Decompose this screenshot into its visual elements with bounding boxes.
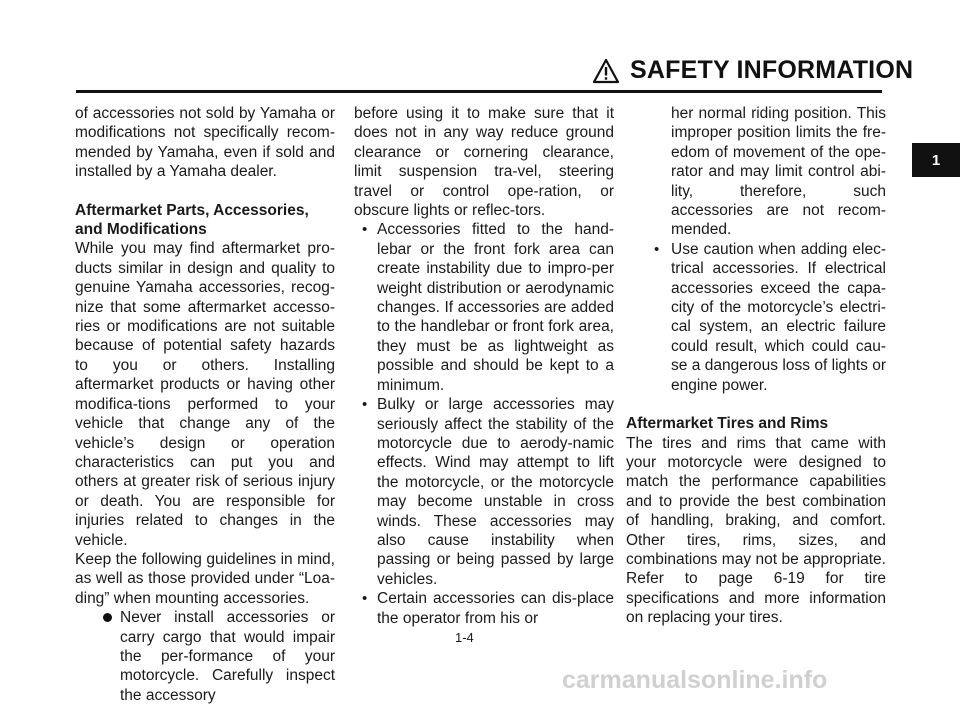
bullet-list [75, 608, 335, 705]
bullet-dot-icon: • [362, 396, 368, 414]
paragraph: before using it to make sure that it does not in any way reduce ground clearance or cornering clearance, limit suspension tra-vel, steering travel or control ope-ration, or obscure lights or reflec-tors. [354, 105, 614, 220]
bullet-list [626, 240, 886, 395]
bullet-dot-icon: • [362, 221, 368, 239]
page-title: SAFETY INFORMATION [630, 56, 914, 84]
section-heading: Aftermarket Tires and Rims [626, 415, 829, 433]
paragraph: her normal riding position. This improper position limits the fre-edom of movement of the ope-rator and may limit control abi-lity, therefore, such accessories are not recom-mended. [671, 105, 886, 239]
bullet-list [354, 220, 614, 628]
list-item: • Use caution when adding elec-trical accessories. If electrical accessories exceed the capa-city of the motorcycle’s electri-cal system, an electric failure could result, which could cau-se a dangerous loss of lights or engine power. [654, 240, 886, 394]
column-2 [354, 104, 614, 628]
paragraph: The tires and rims that came with your motorcycle were designed to match the performance capabilities and to provide the best combination of handling, braking, and comfort. Other tires, rims, sizes, and combinations may not be appropriate. Refer to page 6-19 for tire specifications and more information on replacing your tires. [626, 434, 886, 627]
section-heading: Aftermarket Parts, Accessories, and Modifications [75, 201, 309, 239]
page-number: 1-4 [455, 630, 474, 645]
list-item: • Certain accessories can dis-place the operator from his or [362, 590, 614, 627]
column-3 [626, 104, 886, 628]
page-header [592, 56, 913, 85]
paragraph: Keep the following guidelines in mind, as well as those provided under “Loa-ding” when mounting accessories. [75, 550, 335, 607]
list-item: • Accessories fitted to the hand-lebar or the front fork area can create instability due to impro-per weight distribution or aerodynamic changes. If accessories are added to the handlebar or front fork area, they must be as lightweight as possible and should be kept to a minimum. [362, 221, 614, 394]
list-item: Never install accessories or carry cargo that would impair the per-formance of your motorcycle. Carefully inspect the accessory [75, 608, 335, 705]
bullet-dot-icon: • [362, 590, 368, 608]
watermark: carmanualsonline.info [562, 666, 828, 694]
paragraph: While you may find aftermarket pro-ducts similar in design and quality to genuine Yamaha accessories, recog-nize that some aftermarket accesso-ries or modifications are not suitable because of potential safety hazards to you or others. Installing aftermarket products or having other modifica-tions performed to your vehicle that change any of the vehicle’s design or operation characteristics can put you and others at greater risk of serious injury or death. You are responsible for injuries related to changes in the vehicle. [75, 240, 335, 549]
header-rule [76, 90, 882, 93]
list-item: • Bulky or large accessories may seriously affect the stability of the motorcycle due to aerody-namic effects. Wind may attempt to lift the motorcycle, or the motorcycle may become unstable in cross winds. These accessories may also cause instability when passing or being passed by large vehicles. [362, 396, 614, 588]
bullet-icon [103, 613, 112, 622]
column-1 [75, 104, 335, 705]
paragraph: of accessories not sold by Yamaha or modifications not specifically recom-mended by Yamaha, even if sold and installed by a Yamaha dealer. [75, 105, 335, 181]
chapter-tab[interactable]: 1 [912, 143, 960, 177]
bullet-dot-icon: • [654, 240, 660, 258]
warning-triangle-icon [592, 58, 620, 84]
